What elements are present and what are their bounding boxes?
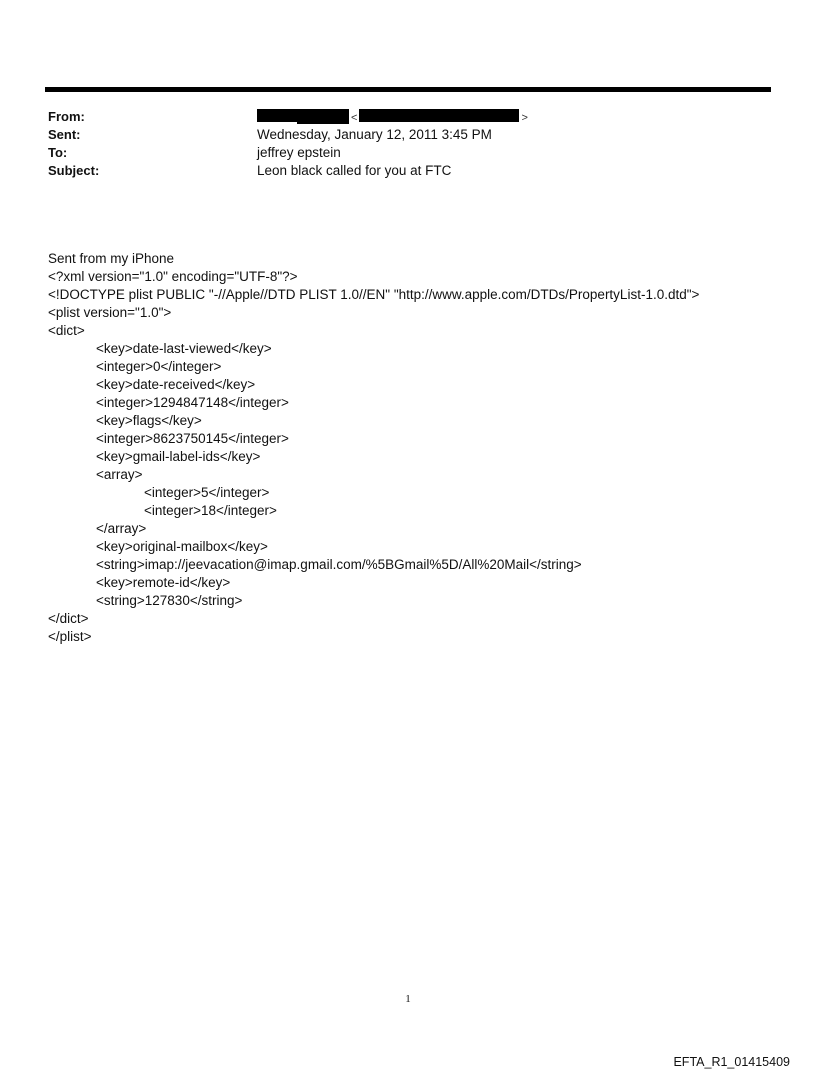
body-line: <string>imap://jeevacation@imap.gmail.com/%5BGmail%5D/All%20Mail</string> bbox=[96, 557, 582, 572]
body-line: <key>flags</key> bbox=[96, 413, 202, 428]
message-body bbox=[48, 250, 699, 646]
body-line: <string>127830</string> bbox=[96, 593, 243, 608]
subject-label: Subject: bbox=[48, 163, 100, 178]
to-value: jeffrey epstein bbox=[257, 145, 341, 160]
body-line: <integer>0</integer> bbox=[96, 359, 222, 374]
body-line: <key>date-received</key> bbox=[96, 377, 256, 392]
body-line: <dict> bbox=[48, 323, 85, 338]
body-line: </plist> bbox=[48, 629, 92, 644]
body-line: <key>remote-id</key> bbox=[96, 575, 231, 590]
sent-value: Wednesday, January 12, 2011 3:45 PM bbox=[257, 127, 492, 142]
from-label: From: bbox=[48, 109, 85, 124]
from-close-bracket: > bbox=[521, 112, 528, 124]
body-line: <key>date-last-viewed</key> bbox=[96, 341, 272, 356]
page-number: 1 bbox=[405, 993, 411, 1005]
body-line: <integer>5</integer> bbox=[144, 485, 270, 500]
bates-number: EFTA_R1_01415409 bbox=[673, 1055, 790, 1069]
body-line: <integer>8623750145</integer> bbox=[96, 431, 289, 446]
sent-label: Sent: bbox=[48, 127, 81, 142]
redaction-bar bbox=[359, 109, 519, 122]
body-line: <integer>18</integer> bbox=[144, 503, 277, 518]
body-line: <?xml version="1.0" encoding="UTF-8"?> bbox=[48, 269, 298, 284]
body-line: <plist version="1.0"> bbox=[48, 305, 172, 320]
to-label: To: bbox=[48, 145, 68, 160]
from-open-bracket: < bbox=[351, 112, 358, 124]
body-line: </array> bbox=[96, 521, 147, 536]
body-line: </dict> bbox=[48, 611, 89, 626]
redaction-bar bbox=[297, 109, 349, 124]
body-line: Sent from my iPhone bbox=[48, 251, 175, 266]
subject-value: Leon black called for you at FTC bbox=[257, 163, 452, 178]
body-line: <integer>1294847148</integer> bbox=[96, 395, 289, 410]
header-rule bbox=[45, 87, 771, 92]
redaction-bar bbox=[257, 109, 297, 122]
from-value bbox=[257, 108, 530, 127]
body-line: <key>gmail-label-ids</key> bbox=[96, 449, 261, 464]
body-line: <!DOCTYPE plist PUBLIC "-//Apple//DTD PLIST 1.0//EN" "http://www.apple.com/DTDs/PropertyList-1.0.dtd"> bbox=[48, 287, 700, 302]
body-line: <key>original-mailbox</key> bbox=[96, 539, 268, 554]
body-line: <array> bbox=[96, 467, 143, 482]
